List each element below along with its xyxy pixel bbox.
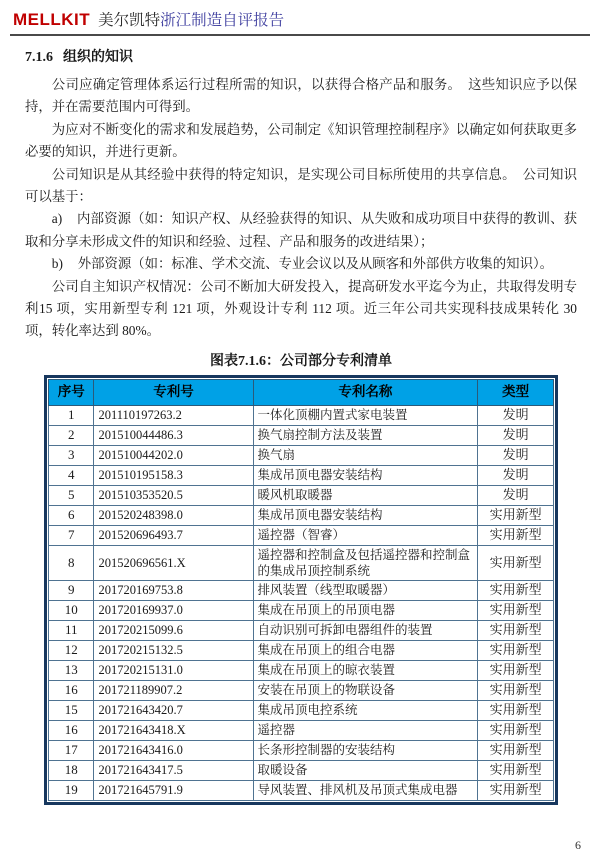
- paragraph-ip-status: 公司自主知识产权情况：公司不断加大研发投入，提高研发水平迄今为止，共取得发明专利15 项，实用新型专利 121 项，外观设计专利 112 项。近三年公司共实现科技成果转化 30 项，转化率达到 80%。: [25, 278, 577, 339]
- patent-number-cell: 201510044202.0: [94, 445, 253, 465]
- column-header-patent-name: 专利名称: [253, 379, 478, 405]
- row-index-cell: 12: [49, 640, 94, 660]
- patent-name-cell: 一体化顶棚内置式家电装置: [253, 405, 478, 425]
- patent-type-cell: 实用新型: [478, 720, 554, 740]
- patent-type-cell: 实用新型: [478, 545, 554, 580]
- row-index-cell: 6: [49, 505, 94, 525]
- list-item-external-resources: [25, 253, 577, 275]
- patent-number-cell: 201720215132.5: [94, 640, 253, 660]
- patent-number-cell: 201721643417.5: [94, 760, 253, 780]
- patent-type-cell: 实用新型: [478, 580, 554, 600]
- patent-name-cell: 集成在吊顶上的吊顶电器: [253, 600, 478, 620]
- patent-name-cell: 遥控器: [253, 720, 478, 740]
- patent-type-cell: 实用新型: [478, 700, 554, 720]
- row-index-cell: 1: [49, 405, 94, 425]
- row-index-cell: 18: [49, 760, 94, 780]
- patent-name-cell: 集成吊顶电控系统: [253, 700, 478, 720]
- table-row: [49, 660, 554, 680]
- patent-number-cell: 201721645791.9: [94, 780, 253, 800]
- row-index-cell: 8: [49, 545, 94, 580]
- row-index-cell: 19: [49, 780, 94, 800]
- paragraph-knowledge-requirement: 公司应确定管理体系运行过程所需的知识，以获得合格产品和服务。 这些知识应予以保持，并在需要范围内可得到。: [25, 77, 577, 115]
- row-index-cell: 17: [49, 740, 94, 760]
- patent-number-cell: 201520248398.0: [94, 505, 253, 525]
- patent-name-cell: 遥控器（智睿）: [253, 525, 478, 545]
- row-index-cell: 16: [49, 720, 94, 740]
- patent-type-cell: 实用新型: [478, 505, 554, 525]
- patent-name-cell: 排风装置（线型取暖器）: [253, 580, 478, 600]
- table-row: [49, 505, 554, 525]
- row-index-cell: 9: [49, 580, 94, 600]
- patent-number-cell: 201510044486.3: [94, 425, 253, 445]
- table-row: [49, 620, 554, 640]
- patent-number-cell: 201510195158.3: [94, 465, 253, 485]
- patent-type-cell: 实用新型: [478, 680, 554, 700]
- paragraph-knowledge-definition: 公司知识是从其经验中获得的特定知识，是实现公司目标所使用的共享信息。 公司知识可以基于：: [25, 166, 577, 205]
- patent-type-cell: 实用新型: [478, 525, 554, 545]
- patent-type-cell: 发明: [478, 405, 554, 425]
- patent-number-cell: 201721189907.2: [94, 680, 253, 700]
- patent-name-cell: 集成在吊顶上的组合电器: [253, 640, 478, 660]
- row-index-cell: 2: [49, 425, 94, 445]
- patent-number-cell: 201721643416.0: [94, 740, 253, 760]
- patent-number-cell: 201720215099.6: [94, 620, 253, 640]
- column-header-patent-type: 类型: [478, 379, 554, 405]
- list-item-internal-resources: [25, 208, 577, 253]
- patent-number-cell: 201110197263.2: [94, 405, 253, 425]
- table-row: [49, 640, 554, 660]
- report-title: 浙江制造自评报告: [160, 12, 285, 29]
- table-caption: 图表7.1.6：公司部分专利清单: [210, 353, 392, 369]
- patent-type-cell: 实用新型: [478, 660, 554, 680]
- patent-type-cell: 实用新型: [478, 740, 554, 760]
- table-row: [49, 780, 554, 800]
- patent-type-cell: 实用新型: [478, 600, 554, 620]
- row-index-cell: 16: [49, 680, 94, 700]
- patent-number-cell: 201720169753.8: [94, 580, 253, 600]
- patent-type-cell: 发明: [478, 465, 554, 485]
- patent-name-cell: 换气扇: [253, 445, 478, 465]
- patent-name-cell: 暖风机取暖器: [253, 485, 478, 505]
- list-marker-b: b): [51, 256, 63, 272]
- patent-number-cell: 201720215131.0: [94, 660, 253, 680]
- patent-name-cell: 导风装置、排风机及吊顶式集成电器: [253, 780, 478, 800]
- patent-name-cell: 集成吊顶电器安装结构: [253, 505, 478, 525]
- row-index-cell: 3: [49, 445, 94, 465]
- table-row: [49, 720, 554, 740]
- page-number: 6: [575, 838, 581, 852]
- table-row: [49, 465, 554, 485]
- row-index-cell: 7: [49, 525, 94, 545]
- patent-number-cell: 201510353520.5: [94, 485, 253, 505]
- table-row: [49, 680, 554, 700]
- section-heading: [25, 46, 577, 66]
- table-row: [49, 580, 554, 600]
- patent-number-cell: 201520696561.X: [94, 545, 253, 580]
- row-index-cell: 15: [49, 700, 94, 720]
- list-marker-a: a): [51, 211, 63, 227]
- list-text-b: 外部资源（如：标准、学术交流、专业会议以及从顾客和外部供方收集的知识）。: [77, 256, 554, 272]
- row-index-cell: 4: [49, 465, 94, 485]
- patent-name-cell: 集成在吊顶上的晾衣装置: [253, 660, 478, 680]
- table-row: [49, 485, 554, 505]
- table-row: [49, 445, 554, 465]
- row-index-cell: 13: [49, 660, 94, 680]
- patent-number-cell: 201721643418.X: [94, 720, 253, 740]
- patent-type-cell: 实用新型: [478, 760, 554, 780]
- patent-name-cell: 安装在吊顶上的物联设备: [253, 680, 478, 700]
- patent-name-cell: 自动识别可拆卸电器组件的装置: [253, 620, 478, 640]
- brand-logo-text: MELLKIT: [13, 10, 91, 29]
- table-row: [49, 405, 554, 425]
- list-text-a: 内部资源（如：知识产权、从经验获得的知识、从失败和成功项目中获得的教训、获取和分享未形成文件的知识和经验、过程、产品和服务的改进结果）；: [25, 211, 577, 249]
- patent-number-cell: 201520696493.7: [94, 525, 253, 545]
- table-row: [49, 525, 554, 545]
- patents-table: [48, 379, 554, 801]
- table-row: [49, 545, 554, 580]
- section-number: 7.1.6: [25, 50, 53, 65]
- row-index-cell: 10: [49, 600, 94, 620]
- table-row: [49, 760, 554, 780]
- paragraph-knowledge-procedure: 为应对不断变化的需求和发展趋势，公司制定《知识管理控制程序》以确定如何获取更多必要的知识，并进行更新。: [25, 121, 577, 160]
- column-header-index: 序号: [49, 379, 94, 405]
- company-name: 美尔凯特: [98, 12, 161, 29]
- document-body: [0, 36, 600, 805]
- patent-type-cell: 发明: [478, 425, 554, 445]
- patent-type-cell: 实用新型: [478, 640, 554, 660]
- table-row: [49, 700, 554, 720]
- patents-table-body: [49, 405, 554, 800]
- section-title: 组织的知识: [63, 50, 133, 65]
- column-header-patent-number: 专利号: [94, 379, 253, 405]
- patent-name-cell: 长条形控制器的安装结构: [253, 740, 478, 760]
- patent-name-cell: 遥控器和控制盒及包括遥控器和控制盒的集成吊顶控制系统: [253, 545, 478, 580]
- patent-type-cell: 实用新型: [478, 780, 554, 800]
- patent-name-cell: 取暖设备: [253, 760, 478, 780]
- patent-number-cell: 201721643420.7: [94, 700, 253, 720]
- table-row: [49, 425, 554, 445]
- report-header: [10, 6, 590, 36]
- patent-type-cell: 实用新型: [478, 620, 554, 640]
- table-row: [49, 600, 554, 620]
- table-row: [49, 740, 554, 760]
- patent-name-cell: 集成吊顶电器安装结构: [253, 465, 478, 485]
- row-index-cell: 11: [49, 620, 94, 640]
- patent-type-cell: 发明: [478, 445, 554, 465]
- patent-type-cell: 发明: [478, 485, 554, 505]
- patents-table-frame: [44, 375, 558, 805]
- table-header-row: [49, 379, 554, 405]
- patent-number-cell: 201720169937.0: [94, 600, 253, 620]
- patent-name-cell: 换气扇控制方法及装置: [253, 425, 478, 445]
- row-index-cell: 5: [49, 485, 94, 505]
